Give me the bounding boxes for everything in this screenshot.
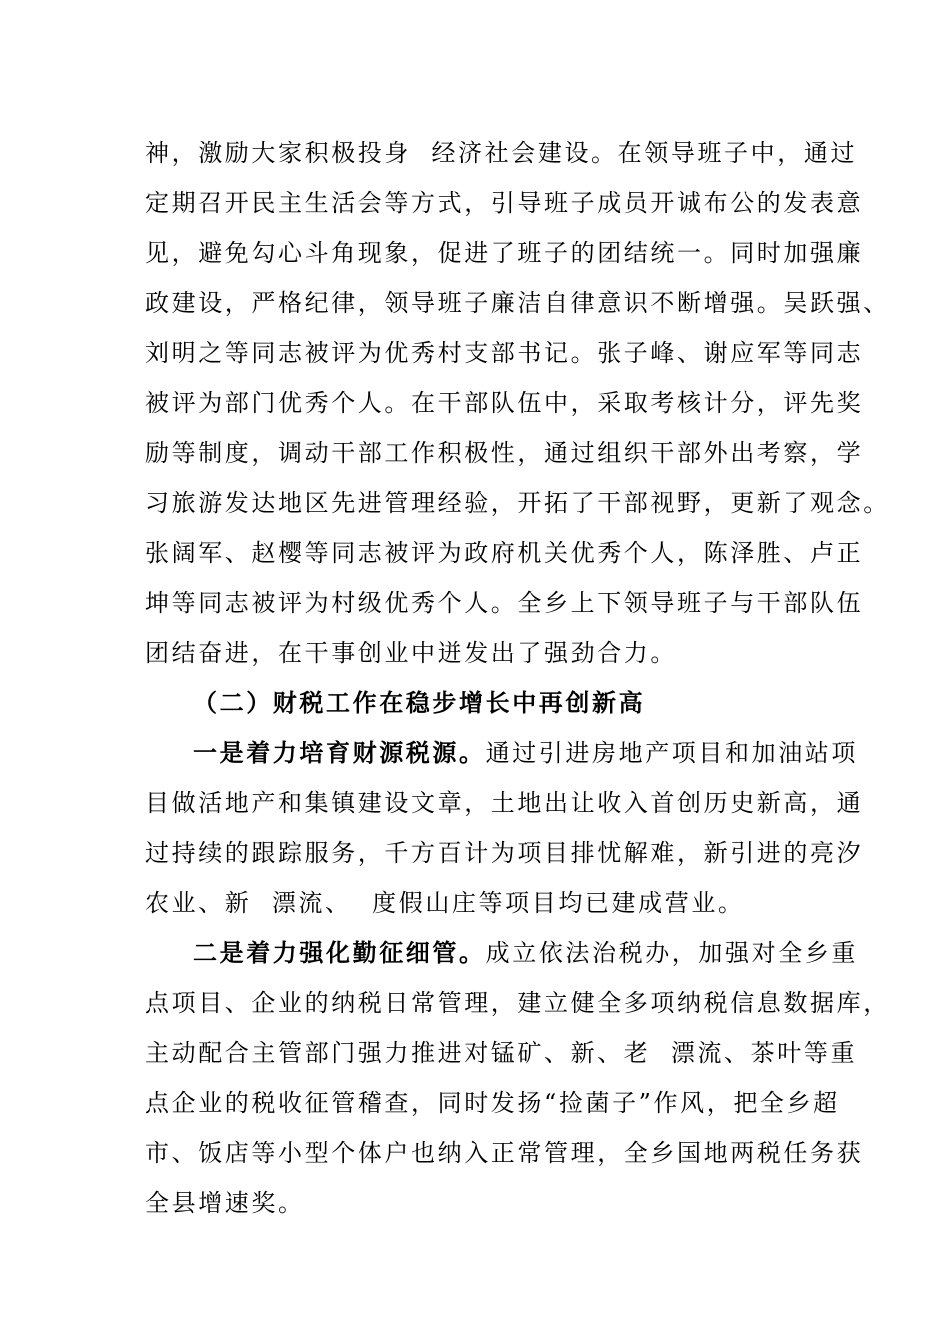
- paragraph-line: 目做活地产和集镇建设文章，土地出让收入首创历史新高，通: [145, 789, 864, 817]
- paragraph-line: 农业、新 漂流、 度假山庄等项目均已建成营业。: [145, 889, 745, 917]
- paragraph-line: 习旅游发达地区先进管理经验，开拓了干部视野，更新了观念。: [145, 489, 890, 517]
- paragraph-line: 全县增速奖。: [145, 1189, 305, 1217]
- paragraph-text: 通过引进房地产项目和加油站项: [485, 739, 859, 767]
- paragraph-line: 坤等同志被评为村级优秀个人。全乡上下领导班子与干部队伍: [145, 589, 864, 617]
- paragraph-first-line: [193, 937, 858, 969]
- paragraph-line: 定期召开民主生活会等方式，引导班子成员开诚布公的发表意: [145, 189, 864, 217]
- paragraph-text: 成立依法治税办，加强对全乡重: [485, 939, 859, 967]
- paragraph-line: 主动配合主管部门强力推进对锰矿、新、老 漂流、茶叶等重: [145, 1039, 858, 1067]
- paragraph-line: 张阔军、赵樱等同志被评为政府机关优秀个人，陈泽胜、卢正: [145, 539, 864, 567]
- paragraph-line: 市、饭店等小型个体户也纳入正常管理，全乡国地两税任务获: [145, 1139, 864, 1167]
- paragraph-line: 被评为部门优秀个人。在干部队伍中，采取考核计分，评先奖: [145, 389, 864, 417]
- paragraph-line: 刘明之等同志被评为优秀村支部书记。张子峰、谢应军等同志: [145, 339, 864, 367]
- paragraph-lead: 一是着力培育财源税源。: [193, 738, 486, 767]
- paragraph-line: 过持续的跟踪服务，千方百计为项目排忧解难，新引进的亮汐: [145, 839, 864, 867]
- paragraph-line: 团结奋进，在干事创业中迸发出了强劲合力。: [145, 639, 677, 667]
- paragraph-line: 政建设，严格纪律，领导班子廉洁自律意识不断增强。吴跃强、: [145, 289, 890, 317]
- paragraph-line: 点项目、企业的纳税日常管理，建立健全多项纳税信息数据库，: [145, 989, 890, 1017]
- paragraph-line: 见，避免勾心斗角现象，促进了班子的团结统一。同时加强廉: [145, 239, 864, 267]
- paragraph-first-line: [193, 737, 858, 769]
- paragraph-line: 神，激励大家积极投身 经济社会建设。在领导班子中，通过: [145, 139, 858, 167]
- section-heading: （二）财税工作在稳步增长中再创新高: [193, 688, 646, 717]
- paragraph-lead: 二是着力强化勤征细管。: [193, 938, 486, 967]
- paragraph-line: 点企业的税收征管稽查，同时发扬“捡菌子”作风，把全乡超: [145, 1089, 840, 1117]
- paragraph-line: 励等制度，调动干部工作积极性，通过组织干部外出考察，学: [145, 439, 864, 467]
